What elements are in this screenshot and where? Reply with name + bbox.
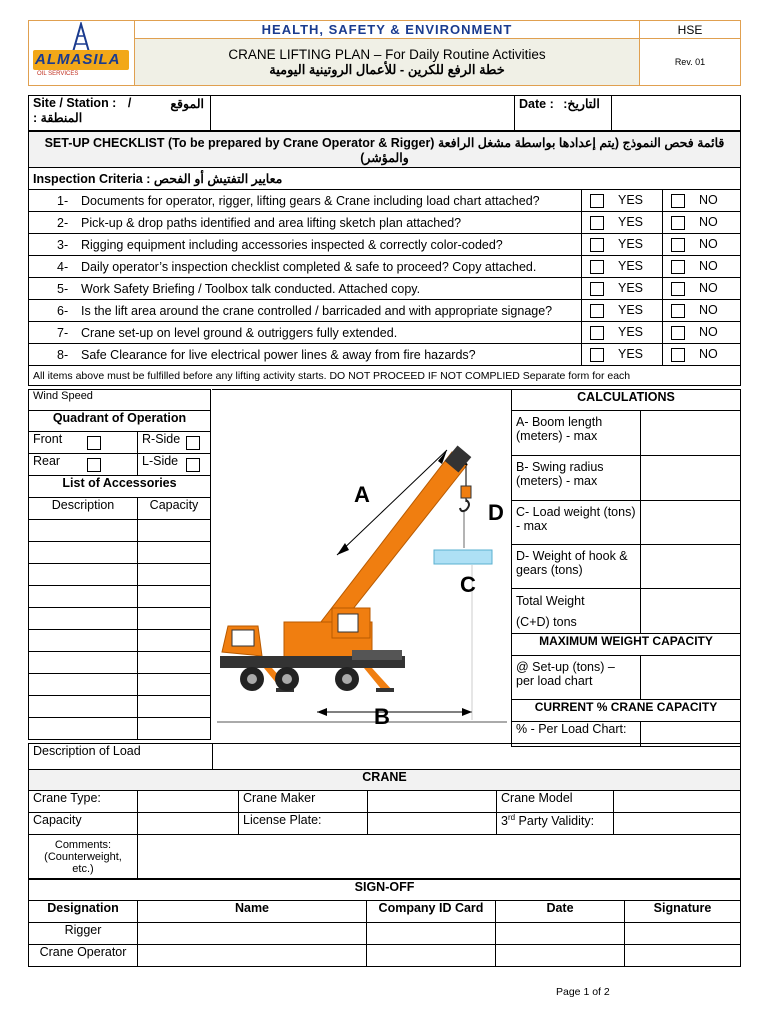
accessory-row [29,564,211,586]
rigger-signature-input[interactable] [625,923,741,945]
accessories-title: List of Accessories [29,476,211,498]
quadrant-l-side [138,454,211,476]
date-input[interactable] [612,96,741,131]
accessory-capacity-input[interactable] [138,652,211,674]
accessory-description-input[interactable] [29,564,138,586]
site-label-ar2: المنطقة : [33,111,83,125]
checklist-title [29,132,741,168]
accessory-row [29,674,211,696]
rigger-id-input[interactable] [367,923,496,945]
calc-setup-label: @ Set-up (tons) – per load chart [512,656,641,700]
calc-total-line1: Total Weight [516,594,585,608]
crane-capacity-input[interactable] [138,813,239,835]
crane-maker-label: Crane Maker [239,791,368,813]
checklist-row [29,322,741,344]
checklist-yes [582,300,663,322]
checklist-item-text: Safe Clearance for live electrical power lines & away from fire hazards? [81,347,476,362]
accessory-description-input[interactable] [29,652,138,674]
date-label-cell [515,96,612,131]
operator-date-input[interactable] [496,945,625,967]
site-slash: / [127,96,132,110]
subtitle-en: CRANE LIFTING PLAN – For Daily Routine Activities [228,46,546,62]
accessory-row [29,652,211,674]
crane-model-input[interactable] [614,791,741,813]
checklist-row [29,344,741,366]
calc-total-line2: (C+D) tons [516,615,577,629]
criteria-label-ar: معايير التفتيش أو الفحص [153,172,283,186]
calc-b-label: B- Swing radius (meters) - max [512,456,641,501]
crane-maker-input[interactable] [368,791,497,813]
accessory-capacity-input[interactable] [138,586,211,608]
checklist-title-ar: قائمة فحص النموذج (يتم إعدادها بواسطة مشغل الرافعة والمؤشر) [360,135,725,165]
accessory-capacity-input[interactable] [138,542,211,564]
third-party-input[interactable] [614,813,741,835]
checklist-yes [582,278,663,300]
yes-label: YES [618,193,644,208]
accessory-capacity-input[interactable] [138,696,211,718]
accessory-capacity-input[interactable] [138,608,211,630]
calc-c-input[interactable] [641,501,741,545]
no-checkbox[interactable] [671,194,685,208]
crane-capacity-label: Capacity [29,813,138,835]
signature-header: Signature [625,901,741,923]
calc-percent-label: % - Per Load Chart: [512,722,641,747]
quadrant-rear [29,454,138,476]
checklist-item-number: 2- [57,215,69,230]
checklist-row [29,256,741,278]
site-input[interactable] [211,96,515,131]
operator-label: Crane Operator [29,945,138,967]
form-revision: Rev. 01 [640,39,741,86]
diagram-label-d: D [488,500,504,525]
checklist-item-number: 6- [57,303,69,318]
company-logo-cell [29,21,135,86]
yes-checkbox[interactable] [590,260,604,274]
front-checkbox[interactable] [87,436,101,450]
yes-label: YES [618,237,644,252]
rigger-name-input[interactable] [138,923,367,945]
left-panel [28,389,211,740]
checklist-item-text: Crane set-up on level ground & outriggers fully extended. [81,325,398,340]
quadrant-title: Quadrant of Operation [29,411,211,432]
checklist-question [29,190,582,212]
calc-d-input[interactable] [641,545,741,589]
comments-line2: (Counterweight, etc.) [44,850,122,875]
yes-checkbox[interactable] [590,216,604,230]
no-label: NO [699,193,718,208]
checklist-row [29,212,741,234]
site-date-table [28,95,741,131]
checklist-no [663,344,741,366]
crane-type-input[interactable] [138,791,239,813]
rear-label: Rear [33,454,61,468]
comments-label [29,835,138,879]
checklist-row [29,300,741,322]
yes-label: YES [618,325,644,340]
checklist-item-number: 5- [57,281,69,296]
no-checkbox[interactable] [671,304,685,318]
rear-checkbox[interactable] [87,458,101,472]
operator-name-input[interactable] [138,945,367,967]
checklist-item-text: Rigging equipment including accessories inspected & correctly color-coded? [81,237,503,252]
accessory-capacity-input[interactable] [138,630,211,652]
checklist-question [29,278,582,300]
checklist-item-text: Daily operator’s inspection checklist completed & safe to proceed? Copy attached. [81,259,537,274]
diagram-label-c: C [460,572,476,597]
no-label: NO [699,325,718,340]
current-capacity-title: CURRENT % CRANE CAPACITY [512,700,741,722]
checklist-question [29,300,582,322]
load-description-table [28,743,741,770]
checklist-yes [582,234,663,256]
form-subtitle [135,39,640,86]
checklist-item-text: Pick-up & drop paths identified and area lifting sketch plan attached? [81,215,462,230]
checklist-question [29,344,582,366]
calc-c-label: C- Load weight (tons) - max [512,501,641,545]
third-party-num: 3 [501,814,508,829]
comments-input[interactable] [138,835,741,879]
comments-line1: Comments: [54,838,112,851]
calc-b-input[interactable] [641,456,741,501]
crane-table [28,769,741,879]
l-side-checkbox[interactable] [186,458,200,472]
checklist-item-number: 4- [57,259,69,274]
subtitle-ar: خطة الرفع للكرين - للأعمال الروتينية اليومية [269,61,505,77]
checklist-item-text: Work Safety Briefing / Toolbox talk conducted. Attached copy. [81,281,421,296]
calc-total-input[interactable] [641,589,741,634]
yes-label: YES [618,215,644,230]
no-label: NO [699,215,718,230]
checklist-note: All items above must be fulfilled before any lifting activity starts. DO NOT PROCEED IF NOT COMPLIED Separate form for each [29,366,741,386]
checklist-question [29,256,582,278]
accessory-row [29,520,211,542]
no-label: NO [699,259,718,274]
r-side-label: R-Side [142,432,181,446]
accessories-description-header: Description [29,498,138,520]
checklist-item-text: Is the lift area around the crane controlled / barricaded and with appropriate signage? [81,303,553,318]
checklist-item-number: 1- [57,193,69,208]
yes-checkbox[interactable] [590,326,604,340]
quadrant-r-side [138,432,211,454]
accessory-row [29,696,211,718]
company-id-header: Company ID Card [367,901,496,923]
accessory-capacity-input[interactable] [138,718,211,740]
diagram-label-a: A [354,482,370,507]
checklist-no [663,322,741,344]
checklist-item-number: 3- [57,237,69,252]
date-label: Date : [519,97,554,111]
no-label: NO [699,237,718,252]
checklist-yes [582,212,663,234]
max-weight-title: MAXIMUM WEIGHT CAPACITY [512,634,741,656]
crane-title: CRANE [29,770,741,791]
checklist-yes [582,256,663,278]
inspection-criteria [29,168,741,190]
setup-checklist [28,131,741,386]
site-label-ar: الموقع [170,97,204,111]
accessory-description-input[interactable] [29,674,138,696]
calc-a-label: A- Boom length (meters) - max [512,411,641,456]
accessory-row [29,608,211,630]
load-description-input[interactable] [213,744,741,770]
company-sub: OIL SERVICES [37,71,79,77]
criteria-label: Inspection Criteria : [33,172,151,186]
date-header: Date [496,901,625,923]
date-label-ar: التاريخ: [563,97,600,111]
third-party-sup: rd [507,813,516,822]
accessory-capacity-input[interactable] [138,674,211,696]
accessory-description-input[interactable] [29,542,138,564]
crane-diagram [212,389,511,744]
l-side-label: L-Side [142,454,179,468]
no-checkbox[interactable] [671,348,685,362]
license-plate-input[interactable] [368,813,497,835]
front-label: Front [33,432,63,446]
r-side-checkbox[interactable] [186,436,200,450]
no-checkbox[interactable] [671,260,685,274]
calc-a-input[interactable] [641,411,741,456]
checklist-no [663,300,741,322]
site-label: Site / Station : [33,96,117,110]
checklist-question [29,322,582,344]
no-checkbox[interactable] [671,216,685,230]
name-header: Name [138,901,367,923]
accessory-description-input[interactable] [29,608,138,630]
rigger-label: Rigger [29,923,138,945]
checklist-row [29,234,741,256]
license-plate-label: License Plate: [239,813,368,835]
calc-setup-input[interactable] [641,656,741,700]
accessory-row [29,542,211,564]
calculations-title: CALCULATIONS [512,390,741,411]
yes-checkbox[interactable] [590,304,604,318]
checklist-yes [582,190,663,212]
form-title: HEALTH, SAFETY & ENVIRONMENT [135,21,640,39]
yes-checkbox[interactable] [590,282,604,296]
designation-header: Designation [29,901,138,923]
rigger-date-input[interactable] [496,923,625,945]
accessory-description-input[interactable] [29,718,138,740]
company-name: ALMASILA [35,51,121,68]
accessory-description-input[interactable] [29,520,138,542]
crane-illustration [212,390,511,744]
yes-label: YES [618,303,644,318]
signoff-table [28,879,741,967]
yes-label: YES [618,259,644,274]
operator-id-input[interactable] [367,945,496,967]
no-label: NO [699,347,718,362]
third-party-text: Party Validity: [515,814,595,829]
checklist-item-number: 8- [57,347,69,362]
checklist-row [29,278,741,300]
checklist-no [663,278,741,300]
checklist-question [29,234,582,256]
checklist-yes [582,322,663,344]
checklist-item-number: 7- [57,325,69,340]
accessory-description-input[interactable] [29,630,138,652]
accessory-capacity-input[interactable] [138,564,211,586]
company-logo [29,22,134,84]
checklist-row [29,190,741,212]
checklist-question [29,212,582,234]
form-code: HSE [640,21,741,39]
accessory-capacity-input[interactable] [138,520,211,542]
signoff-title: SIGN-OFF [29,880,741,901]
checklist-item-text: Documents for operator, rigger, lifting gears & Crane including load chart attached? [81,193,540,208]
operator-signature-input[interactable] [625,945,741,967]
calc-total-label [512,589,641,634]
calc-d-label: D- Weight of hook & gears (tons) [512,545,641,589]
no-checkbox[interactable] [671,326,685,340]
site-label-cell [29,96,211,131]
no-checkbox[interactable] [671,238,685,252]
wind-speed-label: Wind Speed [29,390,211,411]
accessories-capacity-header: Capacity [138,498,211,520]
checklist-no [663,256,741,278]
document-header [28,20,741,86]
diagram-label-b: B [374,704,390,729]
third-party-label [497,813,614,835]
accessory-description-input[interactable] [29,586,138,608]
accessory-description-input[interactable] [29,696,138,718]
page-number: Page 1 of 2 [556,986,610,998]
checklist-no [663,212,741,234]
accessory-row [29,630,211,652]
checklist-title-en: SET-UP CHECKLIST (To be prepared by Crane Operator & Rigger) [44,135,435,150]
accessory-row [29,586,211,608]
calculations-panel [511,389,741,747]
yes-checkbox[interactable] [590,238,604,252]
no-label: NO [699,281,718,296]
checklist-no [663,234,741,256]
no-label: NO [699,303,718,318]
accessory-row [29,718,211,740]
checklist-yes [582,344,663,366]
yes-label: YES [618,281,644,296]
crane-model-label: Crane Model [497,791,614,813]
yes-checkbox[interactable] [590,194,604,208]
quadrant-front [29,432,138,454]
crane-type-label: Crane Type: [29,791,138,813]
checklist-no [663,190,741,212]
yes-checkbox[interactable] [590,348,604,362]
load-description-label: Description of Load [29,744,213,770]
no-checkbox[interactable] [671,282,685,296]
yes-label: YES [618,347,644,362]
